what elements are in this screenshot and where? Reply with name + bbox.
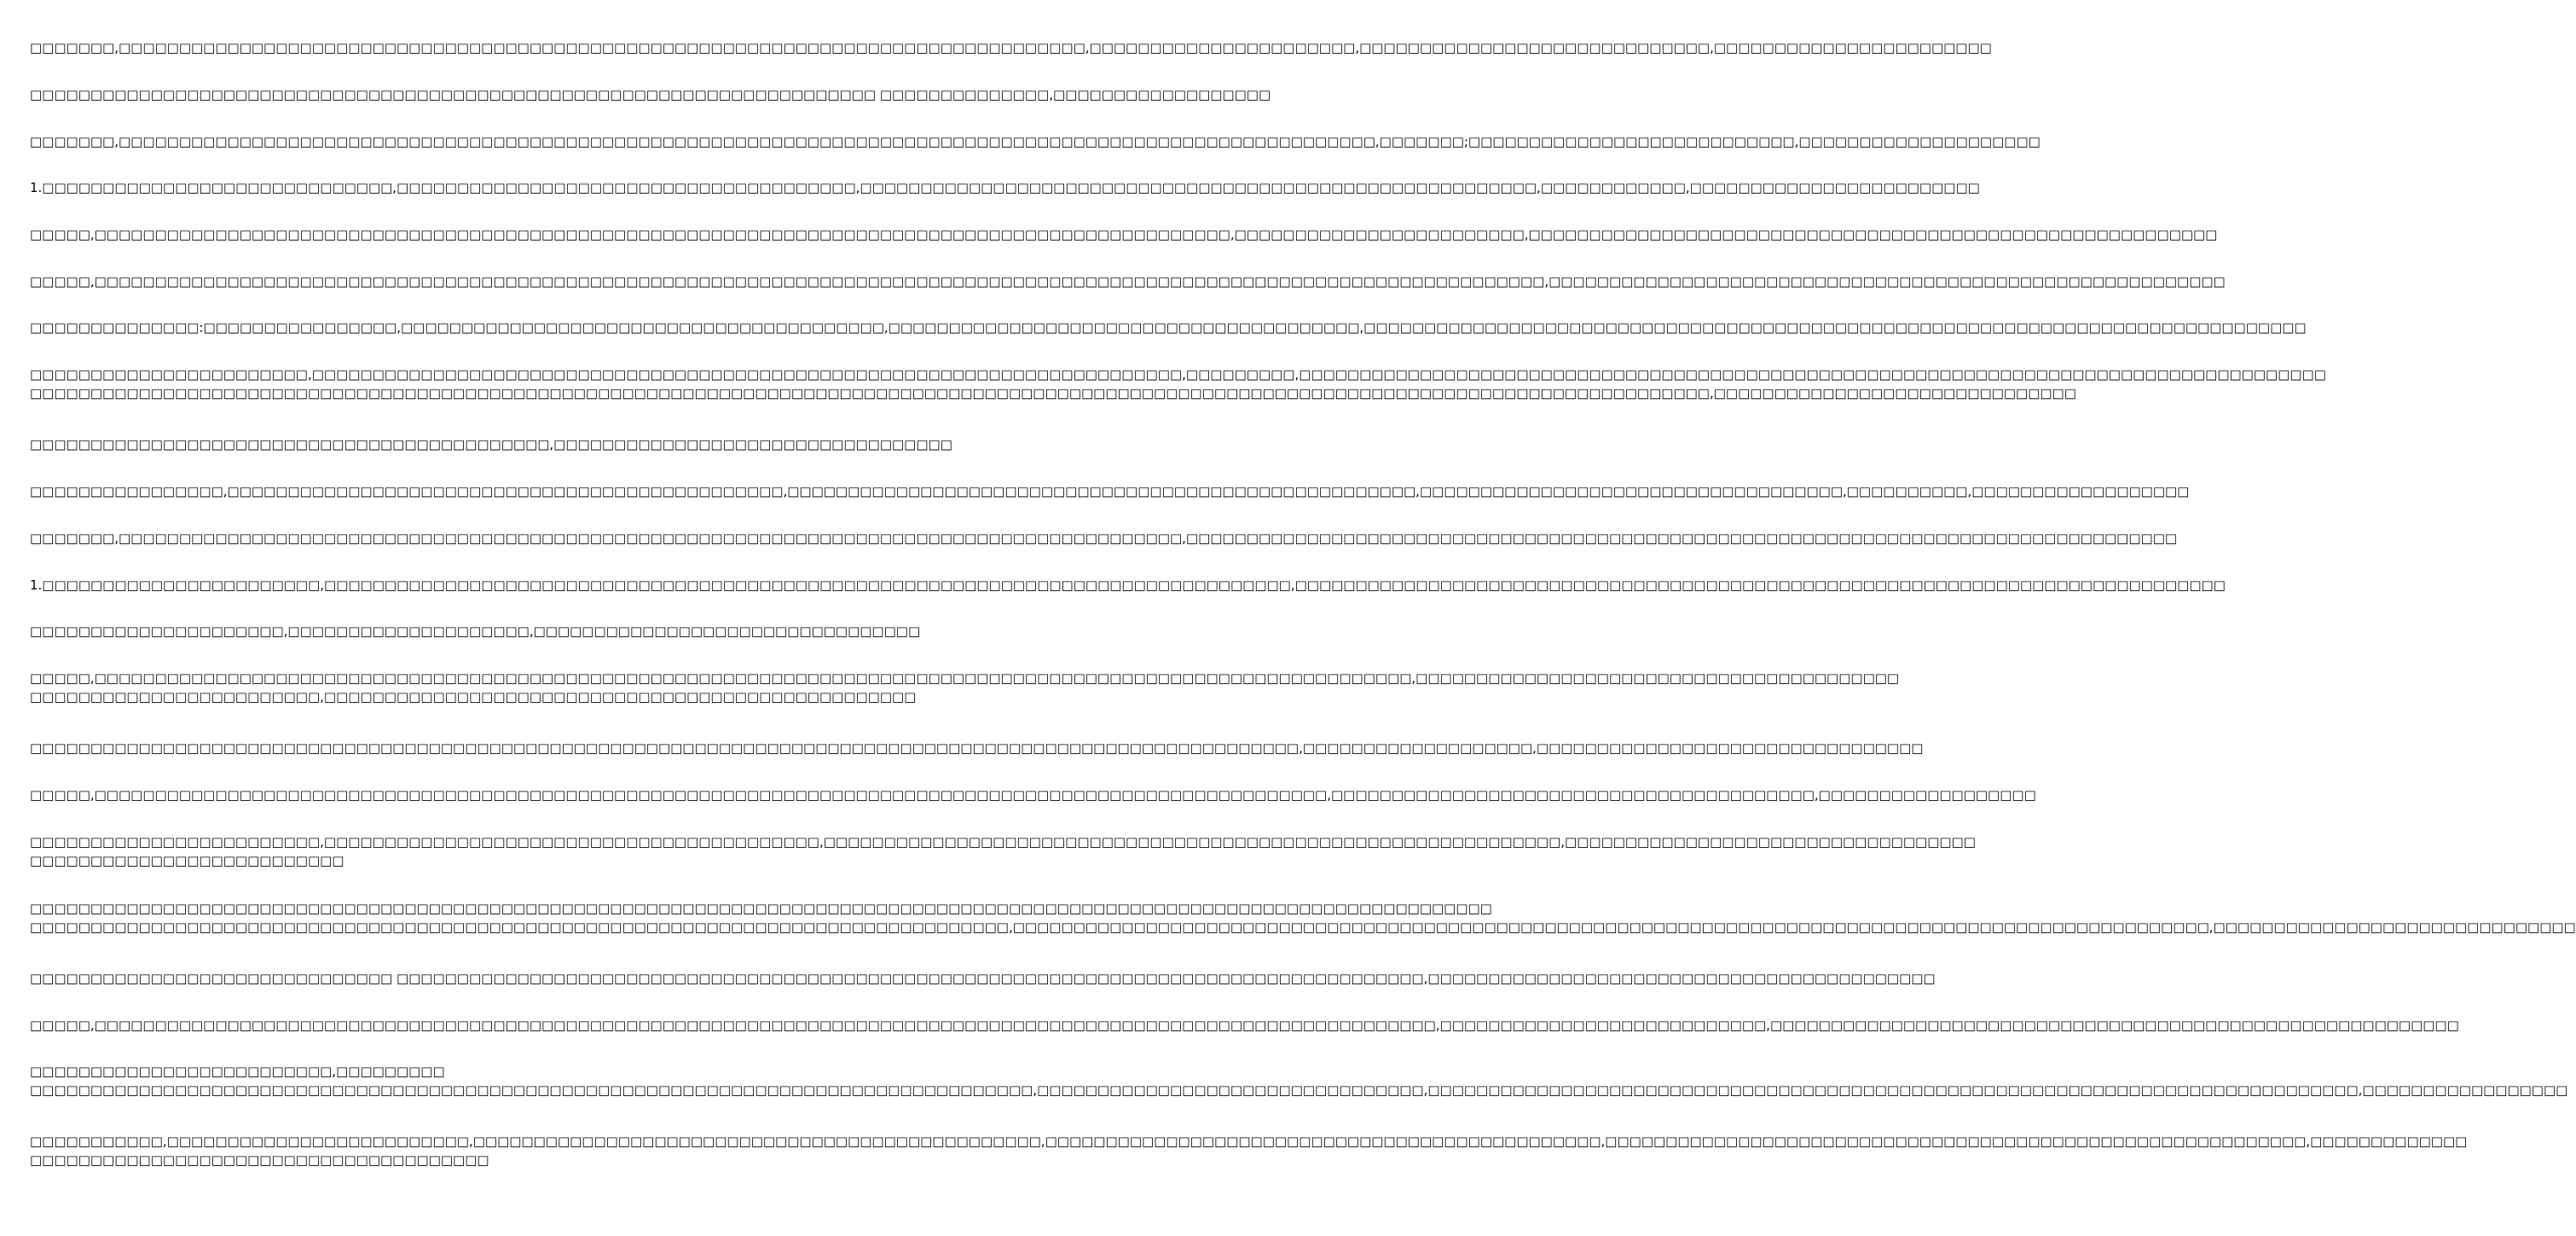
paragraph-5-line-1: □□□□□,□□□□□□□□□□□□□□□□□□□□□□□□□□□□□□□□□□□□□□□□□□□□□□□□□□□□□□□□□□□□□□□□□□□□□□□□□□□□□□□□□□□□□□□□□□□□□□,□□□□□□□□□□□□□□□□□□□□□□□□,□□□□□□□□□□□□□□□□□□□□□□□□□□□□□□□□□□□□□□□□□□□□□□□□□□□□□□□□□: [30, 227, 2218, 242]
paragraph-11: [30, 529, 2178, 548]
paragraph-9: [30, 435, 952, 454]
paragraph-19: [30, 969, 1936, 988]
paragraph-21-line-2: □□□□□□□□□□□□□□□□□□□□□□□□□□□□□□□□□□□□□□□□□□□□□□□□□□□□□□□□□□□□□□□□□□□□□□□□□□□□□□□□□□□,□□□□□□□□□□□□□□□□□□□□□□□□□□□□□□□□,□□□□□□□□□□□□□□□□□□□□□□□□□□□□□□□□□□□□□□□□□□□□□□□□□□□□□□□□□□□□□□□□□□□□□□□□□□□□□,□□□□□□□□□□□□□□□□□: [30, 1082, 2568, 1099]
paragraph-3-line-1: □□□□□□□,□□□□□□□□□□□□□□□□□□□□□□□□□□□□□□□□□□□□□□□□□□□□□□□□□□□□□□□□□□□□□□□□□□□□□□□□□□□□□□□□□□□□□□□□□□□□□□□□□□□□□□□□,□□□□□□□;□□□□□□□□□□□□□□□□□□□□□□□□□□□,□□□□□□□□□□□□□□□□□□□□: [30, 134, 2041, 149]
paragraph-13: [30, 622, 921, 641]
paragraph-17: [30, 833, 1976, 871]
paragraph-21-line-1: □□□□□□□□□□□□□□□□□□□□□□□□□,□□□□□□□□□: [30, 1064, 445, 1079]
paragraph-2-line-1: □□□□□□□□□□□□□□□□□□□□□□□□□□□□□□□□□□□□□□□□□□□□□□□□□□□□□□□□□□□□□□□□□□□□□□ □□□□□□□□□□□□□□,□□□□□□□□□□□□□□□□□□: [30, 87, 1271, 102]
paragraph-11-line-1: □□□□□□□,□□□□□□□□□□□□□□□□□□□□□□□□□□□□□□□□□□□□□□□□□□□□□□□□□□□□□□□□□□□□□□□□□□□□□□□□□□□□□□□□□□□□□□□□,□□□□□□□□□□□□□□□□□□□□□□□□□□□□□□□□□□□□□□□□□□□□□□□□□□□□□□□□□□□□□□□□□□□□□□□□□□□□□□□□□□: [30, 531, 2178, 546]
paragraph-6: [30, 272, 2226, 291]
paragraph-5: [30, 225, 2218, 244]
paragraph-4: [30, 178, 1980, 197]
paragraph-13-line-1: □□□□□□□□□□□□□□□□□□□□□,□□□□□□□□□□□□□□□□□□□□,□□□□□□□□□□□□□□□□□□□□□□□□□□□□□□□□: [30, 624, 921, 639]
paragraph-12: [30, 576, 2226, 595]
paragraph-14: [30, 669, 1900, 707]
paragraph-4-line-1: 1.□□□□□□□□□□□□□□□□□□□□□□□□□□□□□,□□□□□□□□□□□□□□□□□□□□□□□□□□□□□□□□□□□□□□,□□□□□□□□□□□□□□□□□□□□□□□□□□□□□□□□□□□□□□□□□□□□□□□□□□□□□□□□,□□□□□□□□□□□□,□□□□□□□□□□□□□□□□□□□□□□□□: [30, 180, 1980, 195]
paragraph-10: [30, 482, 2190, 501]
paragraph-18: [30, 899, 2576, 937]
paragraph-15: [30, 739, 1924, 757]
paragraph-8-line-2: □□□□□□□□□□□□□□□□□□□□□□□□□□□□□□□□□□□□□□□□□□□□□□□□□□□□□□□□□□□□□□□□□□□□□□□□□□□□□□□□□□□□□□□□□□□□□□□□□□□□□□□□□□□□□□□□□□□□□□□□□□□□□□□□□□□□□□□□□□□,□□□□□□□□□□□□□□□□□□□□□□□□□□□□□□: [30, 386, 2076, 402]
paragraph-18-line-2: □□□□□□□□□□□□□□□□□□□□□□□□□□□□□□□□□□□□□□□□□□□□□□□□□□□□□□□□□□□□□□□□□□□□□□□□□□□□□□□□□,□□□□□□□□□□□□□□□□□□□□□□□□□□□□□□□□□□□□□□□□□□□□□□□□□□□□□□□□□□□□□□□□□□□□□□□□□□□□□□□□□□□□□□□□□□□□□□□□□□□,□□□□□□□□□□□□□□□□□□□□□□□□□□□□□□: [30, 920, 2576, 936]
paragraph-1: [30, 38, 1992, 57]
paragraph-20: [30, 1016, 2459, 1035]
paragraph-20-line-1: □□□□□,□□□□□□□□□□□□□□□□□□□□□□□□□□□□□□□□□□□□□□□□□□□□□□□□□□□□□□□□□□□□□□□□□□□□□□□□□□□□□□□□□□□□□□□□□□□□□□□□□□□□□□□□□□□□□□□,□□□□□□□□□□□□□□□□□□□□□□□□□□□,□□□□□□□□□□□□□□□□□□□□□□□□□□□□□□□□□□□□□□□□□□□□□□□□□□□□□□□□□: [30, 1018, 2459, 1033]
paragraph-7: [30, 318, 2307, 337]
paragraph-14-line-1: □□□□□,□□□□□□□□□□□□□□□□□□□□□□□□□□□□□□□□□□□□□□□□□□□□□□□□□□□□□□□□□□□□□□□□□□□□□□□□□□□□□□□□□□□□□□□□□□□□□□□□□□□□□□□□□□□□□,□□□□□□□□□□□□□□□□□□□□□□□□□□□□□□□□□□□□□□□□: [30, 670, 1900, 686]
paragraph-15-line-1: □□□□□□□□□□□□□□□□□□□□□□□□□□□□□□□□□□□□□□□□□□□□□□□□□□□□□□□□□□□□□□□□□□□□□□□□□□□□□□□□□□□□□□□□□□□□□□□□□□□□□□□□□,□□□□□□□□□□□□□□□□□□□,□□□□□□□□□□□□□□□□□□□□□□□□□□□□□□□□: [30, 740, 1924, 756]
paragraph-22-line-2: □□□□□□□□□□□□□□□□□□□□□□□□□□□□□□□□□□□□□□: [30, 1152, 489, 1169]
paragraph-22: [30, 1132, 2468, 1170]
paragraph-17-line-2: □□□□□□□□□□□□□□□□□□□□□□□□□□: [30, 853, 344, 869]
paragraph-16-line-1: □□□□□,□□□□□□□□□□□□□□□□□□□□□□□□□□□□□□□□□□□□□□□□□□□□□□□□□□□□□□□□□□□□□□□□□□□□□□□□□□□□□□□□□□□□□□□□□□□□□□□□□□□□□□,□□□□□□□□□□□□□□□□□□□□□□□□□□□□□□□□□□□□□□□□,□□□□□□□□□□□□□□□□□□: [30, 787, 2036, 803]
paragraph-8: [30, 365, 2326, 403]
paragraph-7-line-1: □□□□□□□□□□□□□□:□□□□□□□□□□□□□□□□,□□□□□□□□□□□□□□□□□□□□□□□□□□□□□□□□□□□□□□□□,□□□□□□□□□□□□□□□□□□□□□□□□□□□□□□□□□□□□□□□,□□□□□□□□□□□□□□□□□□□□□□□□□□□□□□□□□□□□□□□□□□□□□□□□□□□□□□□□□□□□□□□□□□□□□□□□□□□□□□: [30, 320, 2307, 335]
paragraph-9-line-1: □□□□□□□□□□□□□□□□□□□□□□□□□□□□□□□□□□□□□□□□□□□,□□□□□□□□□□□□□□□□□□□□□□□□□□□□□□□□□: [30, 437, 952, 452]
paragraph-19-line-1: □□□□□□□□□□□□□□□□□□□□□□□□□□□□□□ □□□□□□□□□□□□□□□□□□□□□□□□□□□□□□□□□□□□□□□□□□□□□□□□□□□□□□□□□□□□□□□□□□□□□□□□□□□□□□□□□□□□□,□□□□□□□□□□□□□□□□□□□□□□□□□□□□□□□□□□□□□□□□□□: [30, 971, 1936, 986]
paragraph-22-line-1: □□□□□□□□□□□,□□□□□□□□□□□□□□□□□□□□□□□□□,□□□□□□□□□□□□□□□□□□□□□□□□□□□□□□□□□□□□□□□□□□□□□□□,□□□□□□□□□□□□□□□□□□□□□□□□□□□□□□□□□□□□□□□□□□□□□□,□□□□□□□□□□□□□□□□□□□□□□□□□□□□□□□□□□□□□□□□□□□□□□□□□□□□□□□□□□,□□□□□□□□□□□□□: [30, 1134, 2468, 1149]
paragraph-10-line-1: □□□□□□□□□□□□□□□□,□□□□□□□□□□□□□□□□□□□□□□□□□□□□□□□□□□□□□□□□□□□□□□,□□□□□□□□□□□□□□□□□□□□□□□□□□□□□□□□□□□□□□□□□□□□□□□□□□□□,□□□□□□□□□□□□□□□□□□□□□□□□□□□□□□□□□□□,□□□□□□□□□□,□□□□□□□□□□□□□□□□□□: [30, 484, 2190, 499]
paragraph-6-line-1: □□□□□,□□□□□□□□□□□□□□□□□□□□□□□□□□□□□□□□□□□□□□□□□□□□□□□□□□□□□□□□□□□□□□□□□□□□□□□□□□□□□□□□□□□□□□□□□□□□□□□□□□□□□□□□□□□□□□□□□□□□□□□□,□□□□□□□□□□□□□□□□□□□□□□□□□□□□□□□□□□□□□□□□□□□□□□□□□□□□□□□□: [30, 274, 2226, 289]
paragraph-16: [30, 786, 2036, 804]
paragraph-18-line-1: □□□□□□□□□□□□□□□□□□□□□□□□□□□□□□□□□□□□□□□□□□□□□□□□□□□□□□□□□□□□□□□□□□□□□□□□□□□□□□□□□□□□□□□□□□□□□□□□□□□□□□□□□□□□□□□□□□□□□□□□□: [30, 901, 1492, 916]
paragraph-1-line-1: □□□□□□□,□□□□□□□□□□□□□□□□□□□□□□□□□□□□□□□□□□□□□□□□□□□□□□□□□□□□□□□□□□□□□□□□□□□□□□□□□□□□□□□□,□□□□□□□□□□□□□□□□□□□□□□,□□□□□□□□□□□□□□□□□□□□□□□□□□□□□,□□□□□□□□□□□□□□□□□□□□□□□: [30, 40, 1992, 55]
paragraph-17-line-1: □□□□□□□□□□□□□□□□□□□□□□□□,□□□□□□□□□□□□□□□□□□□□□□□□□□□□□□□□□□□□□□□□□,□□□□□□□□□□□□□□□□□□□□□□□□□□□□□□□□□□□□□□□□□□□□□□□□□□□□□□□□□□□□□,□□□□□□□□□□□□□□□□□□□□□□□□□□□□□□□□□□: [30, 834, 1976, 850]
paragraph-12-line-1: 1.□□□□□□□□□□□□□□□□□□□□□□□,□□□□□□□□□□□□□□□□□□□□□□□□□□□□□□□□□□□□□□□□□□□□□□□□□□□□□□□□□□□□□□□□□□□□□□□□□□□□□□□□,□□□□□□□□□□□□□□□□□□□□□□□□□□□□□□□□□□□□□□□□□□□□□□□□□□□□□□□□□□□□□□□□□□□□□□□□□□□□□: [30, 577, 2226, 593]
paragraph-14-line-2: □□□□□□□□□□□□□□□□□□□□□□□□,□□□□□□□□□□□□□□□□□□□□□□□□□□□□□□□□□□□□□□□□□□□□□□□□□: [30, 689, 917, 705]
paragraph-2: [30, 85, 1271, 104]
paragraph-8-line-1: □□□□□□□□□□□□□□□□□□□□□□□,□□□□□□□□□□□□□□□□□□□□□□□□□□□□□□□□□□□□□□□□□□□□□□□□□□□□□□□□□□□□□□□□□□□□□□□□,□□□□□□□□□,□□□□□□□□□□□□□□□□□□□□□□□□□□□□□□□□□□□□□□□□□□□□□□□□□□□□□□□□□□□□□□□□□□□□□□□□□□□□□□□□□□□□□: [30, 367, 2326, 382]
paragraph-3: [30, 132, 2041, 151]
paragraph-21: [30, 1062, 2568, 1100]
